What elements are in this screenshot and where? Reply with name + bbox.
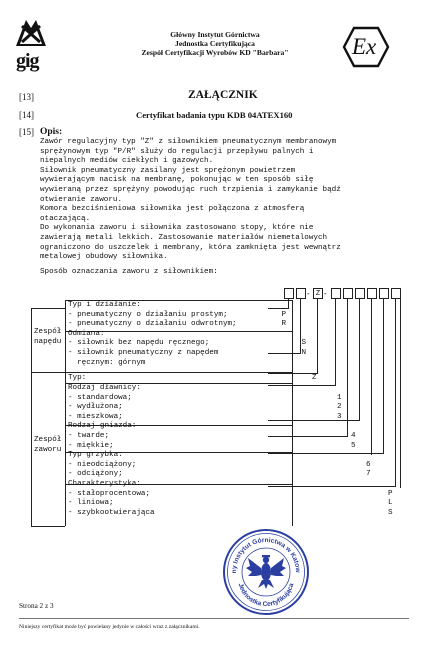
section-number-15: [15] <box>19 127 34 137</box>
description-body <box>40 138 341 263</box>
body-line: Zawór regulacyjny typ "Z" z siłownikiem pneumatycznym membranowym <box>40 138 337 146</box>
table-row: - wydłużona; 2 <box>68 403 342 412</box>
body-line: otwieranie zaworu. <box>40 195 123 204</box>
table-left-border <box>31 308 32 526</box>
unit-name: Jednostka Certyfikująca <box>175 39 255 48</box>
body-line: niepalnych mediów ciekłych i gazowych. <box>40 157 214 166</box>
zaworu-group-label <box>34 436 61 455</box>
table-row: Charakterystyka: <box>68 479 141 488</box>
body-line: Siłownik pneumatyczny zasilany jest sprężonym powietrzem <box>40 166 296 175</box>
table-row: - twarde; 4 <box>68 431 356 440</box>
stamp-top-text: ny Instytut Górnictwa w Katow <box>230 536 302 574</box>
body-line: metalowej obudowy siłownika. <box>40 253 168 262</box>
zaworu-rows <box>68 384 404 518</box>
napedu-rows <box>68 301 306 368</box>
code-box-letter <box>313 288 323 299</box>
page-number: Strona 2 z 3 <box>19 602 54 610</box>
table-divider <box>65 300 66 526</box>
code-dash: - <box>324 289 327 298</box>
group-label-line: Zespół <box>34 436 62 444</box>
code-box-3 <box>331 288 341 299</box>
code-letter: Z <box>315 290 321 297</box>
table-row: Rodzaj gniazda: <box>68 422 137 431</box>
body-line: Komora bezciśnieniowa siłownika jest połączona z atmosferą <box>40 205 305 214</box>
table-row: - nieodciążony; 6 <box>68 460 371 469</box>
typ-code: Z <box>312 374 317 382</box>
group-label-line: zaworu <box>34 445 62 454</box>
ex-mark <box>342 26 390 68</box>
logo-text: gig <box>16 50 39 72</box>
table-row: Rodzaj dławnicy: <box>68 384 141 392</box>
stamp-bottom-text: Jednostka Certyfikująca <box>236 582 296 609</box>
table-row: ręcznym: górnym <box>68 358 146 367</box>
code-dash: - <box>307 289 310 298</box>
marking-intro: Sposób oznaczania zaworu z siłownikiem: <box>40 268 218 276</box>
leader-line <box>268 373 318 374</box>
document-title: ZAŁĄCZNIK <box>188 89 258 101</box>
gig-logo <box>14 16 48 74</box>
body-line: ograniczono do uszczelek i membrany, która zamknięta jest wewnątrz <box>40 243 341 252</box>
certificate-subtitle: Certyfikat badania typu KDB 04ATEX160 <box>136 110 293 120</box>
body-line: Do wykonania zaworu i siłownika zastosowano stopy, które nie <box>40 224 314 233</box>
table-bottom-border <box>31 526 65 527</box>
table-top-border <box>31 308 65 309</box>
code-box-4 <box>343 288 353 299</box>
body-line: sprężynowym typ "P/R" służy do regulacji przepływu palnych i <box>40 147 314 156</box>
napedu-group-label <box>34 328 61 347</box>
table-row: - odciążony; 7 <box>68 470 371 479</box>
table-row-border <box>31 372 292 373</box>
table-row: - siłownik pneumatyczny z napędem N <box>68 348 306 357</box>
section-number-14: [14] <box>19 110 34 120</box>
table-row: - szybkootwierająca S <box>68 508 393 517</box>
code-box-6 <box>367 288 377 299</box>
code-box-1 <box>284 288 294 299</box>
body-line: zawierają metali lekkich. Zastosowanie materiałów niemetalowych <box>40 233 328 242</box>
table-row: - stałoprocentowa; P <box>68 489 393 498</box>
eagle-seal-icon <box>222 528 310 616</box>
table-row: Typ grzybka: <box>68 451 123 460</box>
institute-name: Główny Instytut Górnictwa <box>170 30 260 39</box>
code-box-2 <box>296 288 306 299</box>
leader-line <box>317 298 318 373</box>
code-box-5 <box>355 288 365 299</box>
table-row: - pneumatyczny o działaniu prostym; P <box>68 310 286 319</box>
typ-label: Typ: <box>68 374 87 382</box>
table-row: - mieszkowa; 3 <box>68 412 342 421</box>
table-row: - standardowa; 1 <box>68 393 342 402</box>
group-label-line: napędu <box>34 337 62 346</box>
table-row: - pneumatyczny o działaniu odwrotnym; R <box>68 320 286 329</box>
body-line: wywieraną przez sprężyny powodując ruch trzpienia i zamykanie bądź <box>40 185 341 194</box>
team-name: Zespół Certyfikacji Wyrobów KD "Barbara" <box>141 48 289 57</box>
table-row: - miękkie; 5 <box>68 441 356 450</box>
table-row: - liniowa; L <box>68 499 393 508</box>
group-label-line: Zespół <box>34 328 62 336</box>
code-box-7 <box>379 288 389 299</box>
table-row: - siłownik bez napędu ręcznego; S <box>68 339 306 348</box>
institute-header <box>100 30 330 57</box>
ex-mark-text: Ex <box>352 34 377 59</box>
table-row: Typ i działanie: <box>68 301 141 309</box>
section-number-13: [13] <box>19 92 34 102</box>
official-stamp <box>222 528 310 616</box>
table-row: Odmiana: <box>68 329 105 338</box>
body-line: wywierającym nacisk na membranę, pokonując w ten sposób siłę <box>40 176 314 185</box>
description-heading: Opis: <box>40 127 63 137</box>
footer-divider <box>19 618 409 619</box>
footer-note: Niniejszy certyfikat może być powielany jedynie w całości wraz z załącznikami. <box>19 624 200 630</box>
body-line: otaczającą. <box>40 214 91 223</box>
leader-line <box>335 298 336 385</box>
